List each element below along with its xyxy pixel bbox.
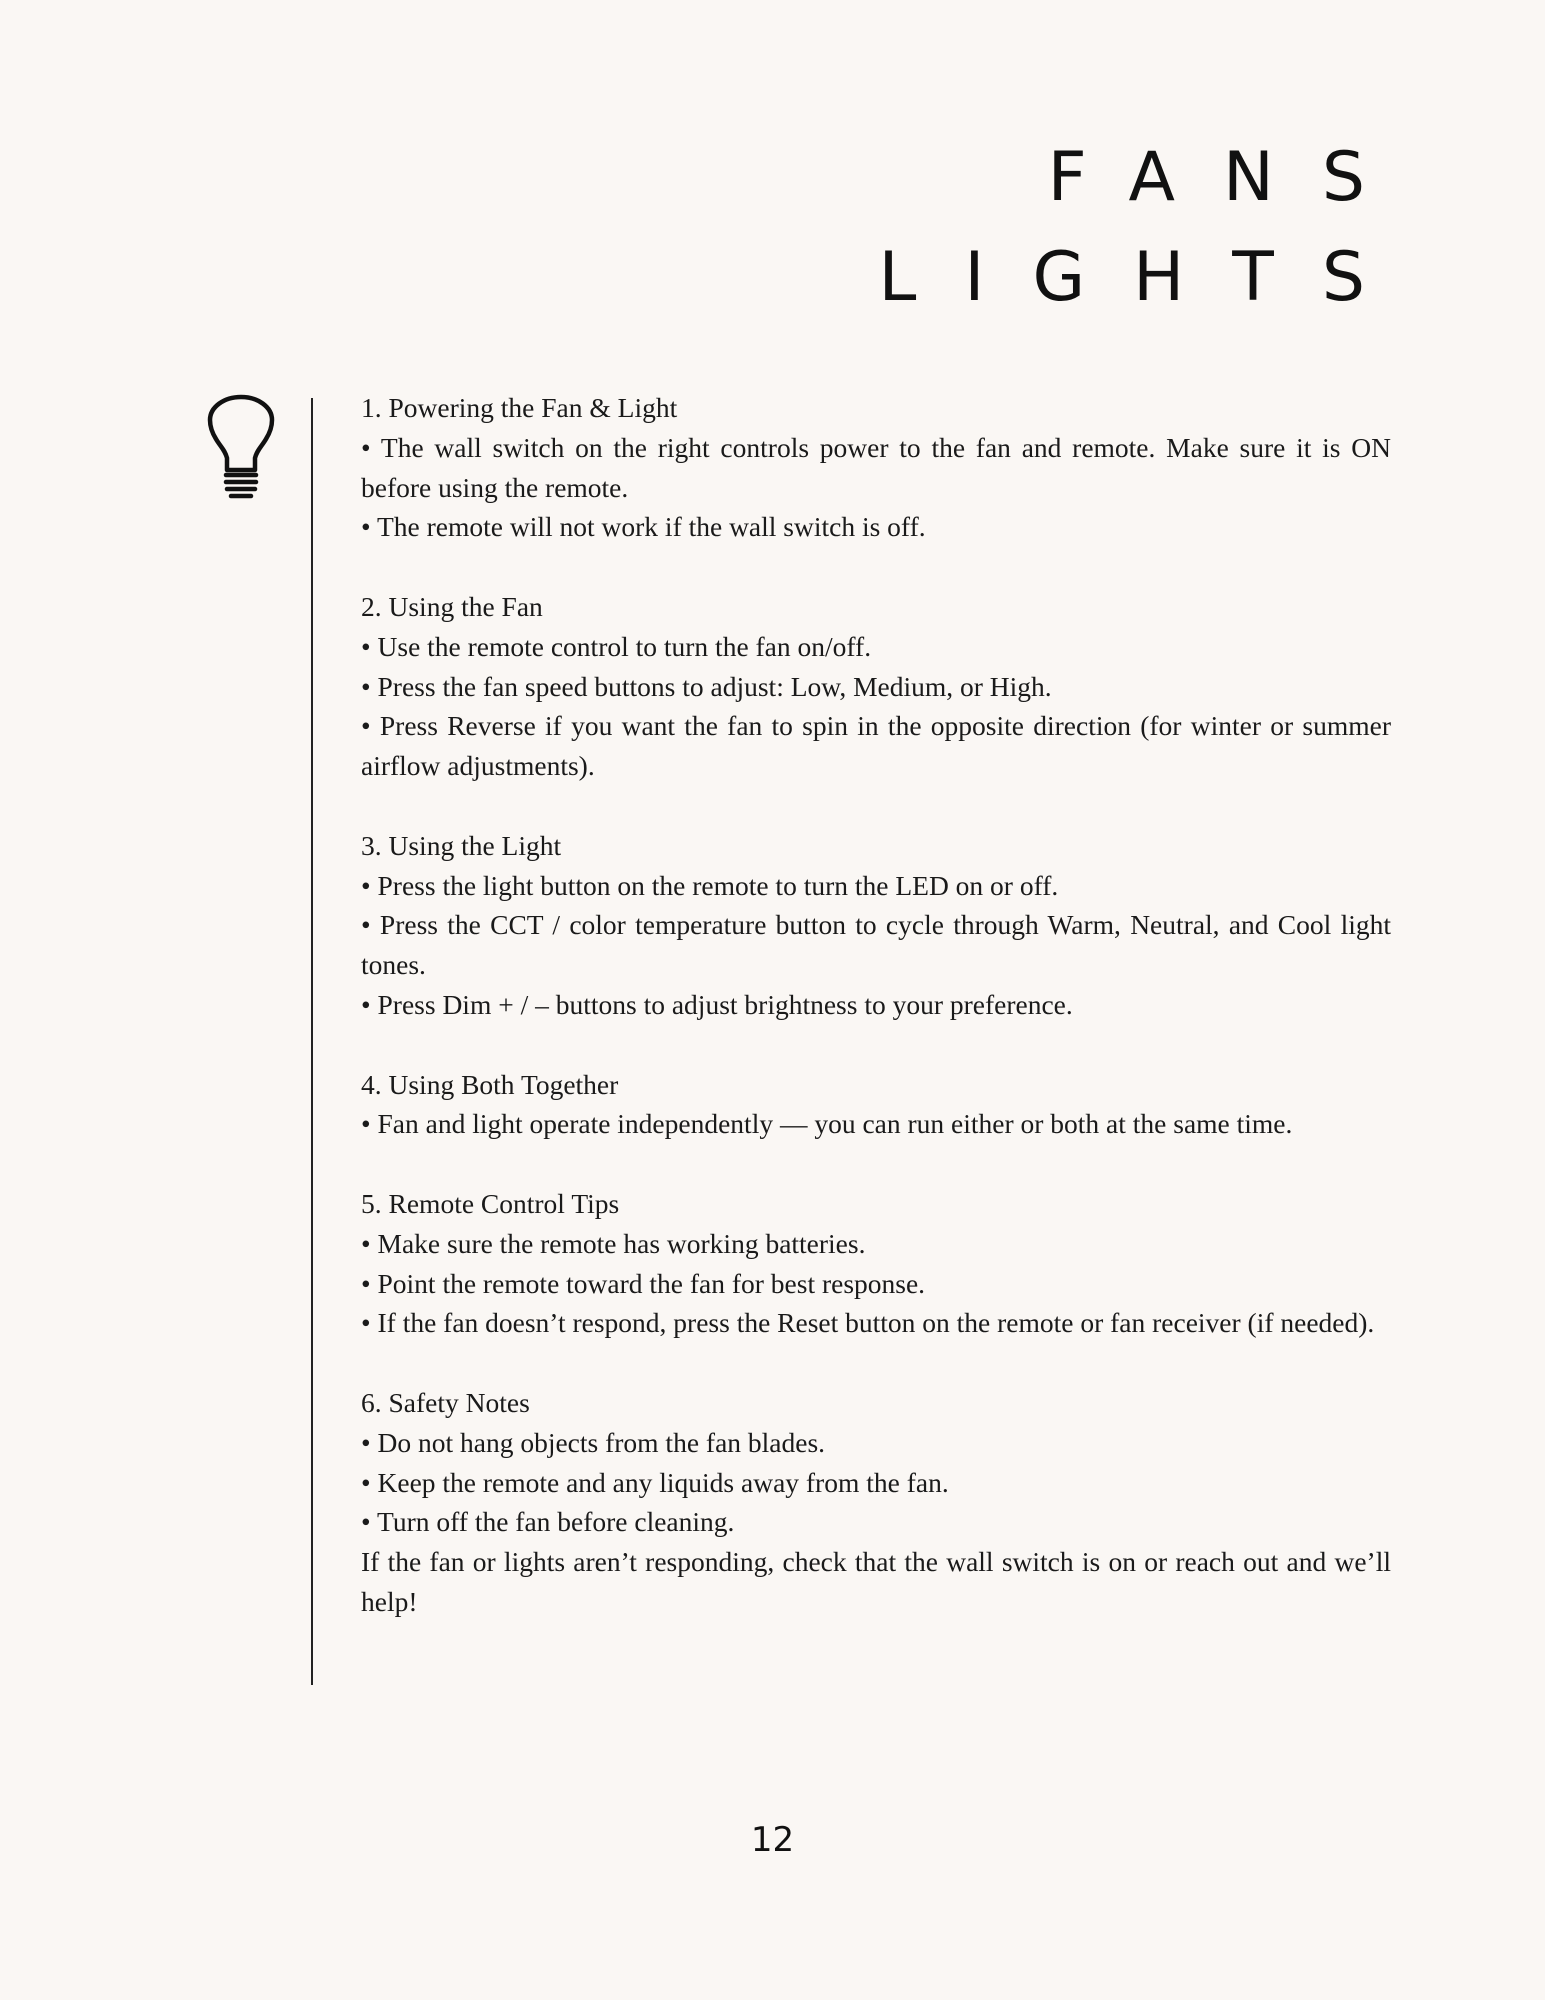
section-remote-tips: [361, 1184, 1391, 1343]
section-heading: 6. Safety Notes: [361, 1386, 530, 1418]
title-line-fans: FANS: [1047, 138, 1413, 217]
page-number: 12: [750, 1820, 795, 1860]
bullet-item: • Use the remote control to turn the fan on/off.: [361, 630, 872, 662]
bullet-item: • Press Dim + / – buttons to adjust brightness to your preference.: [361, 988, 1073, 1020]
section-both-together: [361, 1065, 1391, 1145]
section-heading: 4. Using Both Together: [361, 1068, 619, 1100]
bullet-item: • Press the light button on the remote to turn the LED on or off.: [361, 869, 1059, 901]
bullet-item: • Keep the remote and any liquids away from the fan.: [361, 1466, 949, 1498]
section-using-light: [361, 826, 1391, 1025]
bullet-item: • Fan and light operate independently — you can run either or both at the same time.: [361, 1108, 1293, 1140]
bullet-item: • Press Reverse if you want the fan to spin in the opposite direction (for winter or summer airflow adjustments).: [361, 710, 1391, 782]
section-using-fan: [361, 587, 1391, 786]
bullet-item: • Make sure the remote has working batteries.: [361, 1227, 866, 1259]
bullet-item: • Do not hang objects from the fan blades.: [361, 1426, 826, 1458]
bullet-item: • Press the fan speed buttons to adjust: Low, Medium, or High.: [361, 670, 1052, 702]
bullet-item: • The remote will not work if the wall switch is off.: [361, 511, 926, 543]
page-title: [878, 128, 1413, 328]
bullet-item: • Point the remote toward the fan for best response.: [361, 1267, 926, 1299]
section-heading: 3. Using the Light: [361, 829, 562, 861]
bullet-item: • Press the CCT / color temperature button to cycle through Warm, Neutral, and Cool light tones.: [361, 909, 1391, 981]
bullet-item: • The wall switch on the right controls power to the fan and remote. Make sure it is ON before using the remote.: [361, 431, 1391, 503]
section-heading: 1. Powering the Fan & Light: [361, 392, 678, 423]
section-heading: 5. Remote Control Tips: [361, 1187, 620, 1219]
bullet-item: • If the fan doesn’t respond, press the Reset button on the remote or fan receiver (if needed).: [361, 1307, 1375, 1339]
instructions-content: [361, 388, 1391, 1622]
section-safety-notes: [361, 1383, 1391, 1622]
vertical-divider: [311, 398, 313, 1685]
section-heading: 2. Using the Fan: [361, 590, 543, 622]
section-powering: [361, 388, 1391, 547]
closing-note: If the fan or lights aren’t responding, check that the wall switch is on or reach out and we’ll help!: [361, 1546, 1391, 1617]
light-bulb-icon: [205, 394, 277, 504]
bullet-item: • Turn off the fan before cleaning.: [361, 1506, 735, 1538]
title-line-lights: LIGHTS: [878, 238, 1413, 317]
